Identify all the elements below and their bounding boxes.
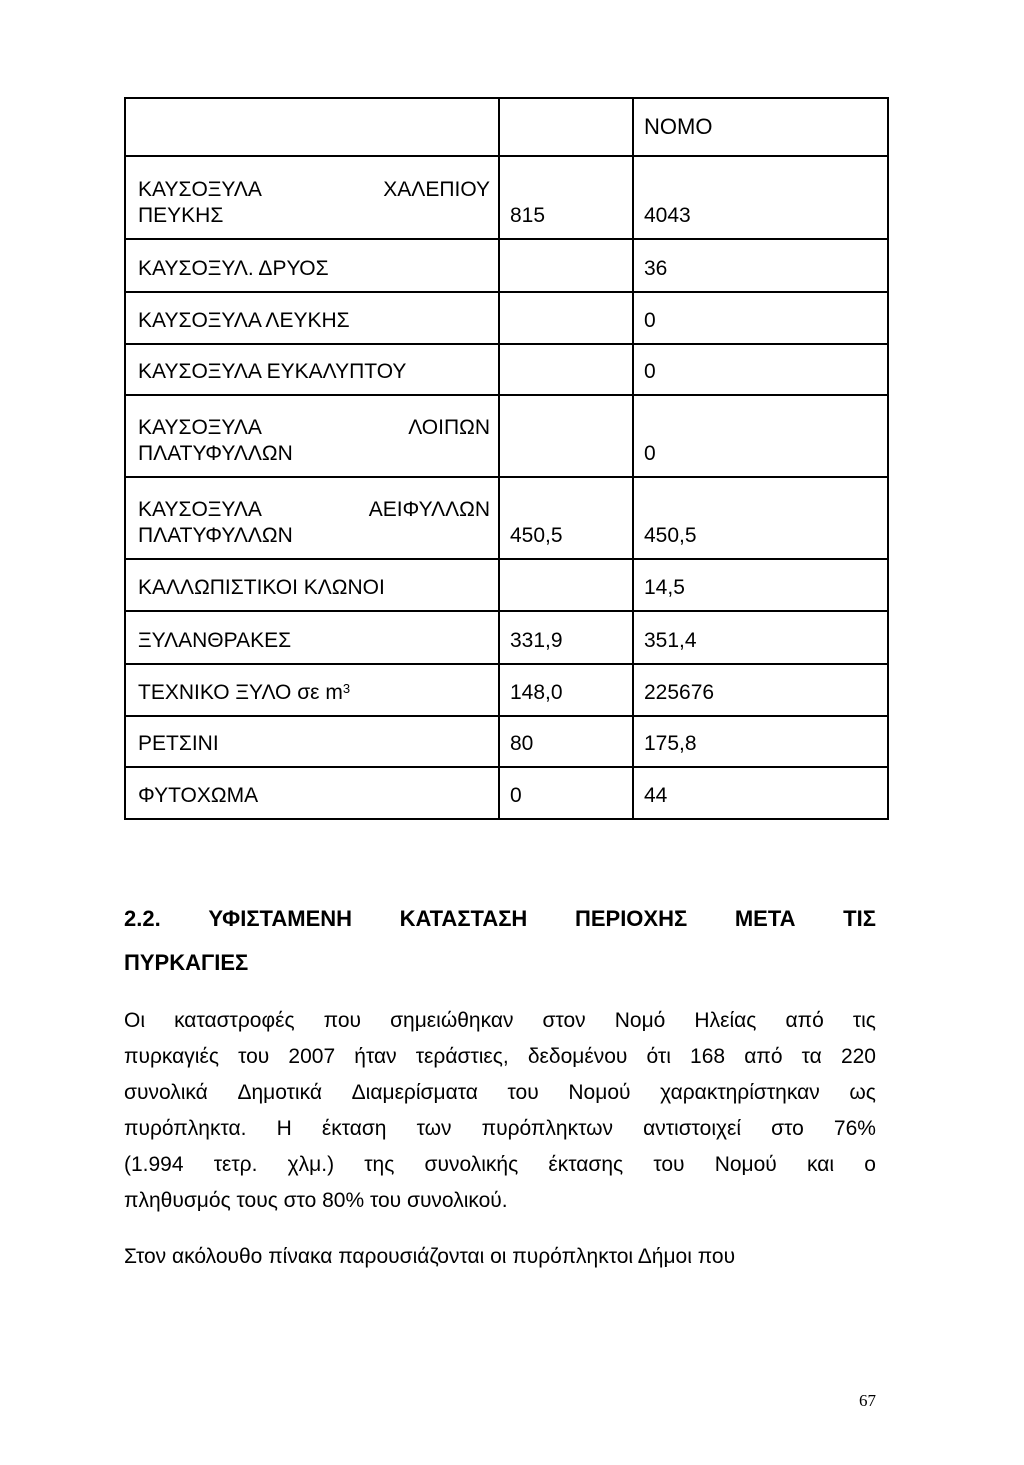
- paragraph-line: πυρόπληκτα. Η έκταση των πυρόπληκτων αντιστοιχεί στο 76%: [124, 1117, 876, 1140]
- row-label: [125, 477, 499, 559]
- row-value-2: 4043: [633, 156, 888, 239]
- page-number: 67: [859, 1391, 876, 1410]
- body-paragraph: [124, 1003, 876, 1275]
- heading-word: 2.2.: [124, 906, 161, 931]
- row-value-2: 450,5: [633, 477, 888, 559]
- row-label-text: ΤΕΧΝΙΚΟ ΞΥΛΟ σε m: [138, 681, 343, 704]
- row-label: [125, 395, 499, 477]
- paragraph-line: (1.994 τετρ. χλμ.) της συνολικής έκτασης του Νομού και ο: [124, 1153, 876, 1176]
- row-value-2: 44: [633, 767, 888, 819]
- row-label-line1: [138, 177, 490, 203]
- row-label: [125, 767, 499, 819]
- heading-word: ΚΑΤΑΣΤΑΣΗ: [399, 906, 528, 931]
- row-value-2: 0: [633, 292, 888, 344]
- section-heading-line2: ΠΥΡΚΑΓΙΕΣ: [124, 950, 249, 975]
- row-value-2: 0: [633, 395, 888, 477]
- row-value-1: 815: [499, 156, 633, 239]
- table-row: [125, 477, 888, 559]
- row-label-line1-left: ΚΑΥΣΟΞΥΛΑ: [138, 498, 262, 521]
- row-label-line2: ΠΛΑΤΥΦΥΛΛΩΝ: [138, 442, 293, 465]
- row-label-line2: ΠΛΑΤΥΦΥΛΛΩΝ: [138, 524, 293, 547]
- header-cell-nomos: ΝΟΜΟ: [633, 98, 888, 156]
- row-label: [125, 716, 499, 767]
- row-label-text: ΦΥΤΟΧΩΜΑ: [138, 784, 259, 807]
- row-value-1: 450,5: [499, 477, 633, 559]
- header-cell-value1: [499, 98, 633, 156]
- row-label: [125, 239, 499, 292]
- row-label-line1-left: ΚΑΥΣΟΞΥΛΑ: [138, 416, 262, 439]
- row-label-text: ΚΑΥΣΟΞΥΛΑ ΛΕΥΚΗΣ: [138, 309, 350, 332]
- row-label: [125, 292, 499, 344]
- paragraph-line: πληθυσμός τους στο 80% του συνολικού.: [124, 1189, 508, 1212]
- row-value-1: [499, 395, 633, 477]
- table-row: [125, 767, 888, 819]
- heading-word: ΠΕΡΙΟΧΗΣ: [574, 906, 688, 931]
- table-row: [125, 156, 888, 239]
- row-label-line1-right: ΧΑΛΕΠΙΟΥ: [383, 178, 490, 201]
- table-row: [125, 239, 888, 292]
- paragraph-line: συνολικά Δημοτικά Διαμερίσματα του Νομού χαρακτηρίστηκαν ως: [124, 1081, 876, 1104]
- header-cell-label: [125, 98, 499, 156]
- table-row: [125, 395, 888, 477]
- row-label-line2: ΠΕΥΚΗΣ: [138, 204, 224, 227]
- row-value-1: 148,0: [499, 664, 633, 716]
- paragraph-line: Οι καταστροφές που σημειώθηκαν στον Νομό Ηλείας από τις: [124, 1009, 876, 1032]
- table-row: [125, 611, 888, 664]
- row-label: [125, 611, 499, 664]
- table-row: [125, 292, 888, 344]
- table-row: [125, 716, 888, 767]
- row-label: [125, 664, 499, 716]
- row-value-1: 80: [499, 716, 633, 767]
- row-label: [125, 559, 499, 611]
- row-value-2: 36: [633, 239, 888, 292]
- section-heading-line1: [124, 897, 876, 941]
- section-heading: [124, 897, 876, 985]
- row-value-2: 175,8: [633, 716, 888, 767]
- paragraph-line: πυρκαγιές του 2007 ήταν τεράστιες, δεδομένου ότι 168 από τα 220: [124, 1045, 876, 1068]
- row-label: [125, 156, 499, 239]
- row-label-line1-right: ΛΟΙΠΩΝ: [408, 416, 490, 439]
- row-value-1: [499, 344, 633, 395]
- row-value-1: [499, 292, 633, 344]
- row-value-1: [499, 239, 633, 292]
- heading-word: ΜΕΤΑ: [734, 906, 796, 931]
- row-value-1: 331,9: [499, 611, 633, 664]
- row-label-text: ΚΑΥΣΟΞΥΛΑ ΕΥΚΑΛΥΠΤΟΥ: [138, 360, 407, 383]
- row-label-line1: [138, 497, 490, 523]
- row-label-superscript: 3: [342, 681, 351, 696]
- row-label-text: ΚΑΛΛΩΠΙΣΤΙΚΟΙ ΚΛΩΝΟΙ: [138, 576, 385, 599]
- row-label-text: ΞΥΛΑΝΘΡΑΚΕΣ: [138, 629, 292, 652]
- table-row: [125, 344, 888, 395]
- row-value-2: 225676: [633, 664, 888, 716]
- row-label-text: ΡΕΤΣΙΝΙ: [138, 732, 219, 755]
- table-row: [125, 664, 888, 716]
- heading-word: ΥΦΙΣΤΑΜΕΝΗ: [208, 906, 353, 931]
- row-value-2: 0: [633, 344, 888, 395]
- heading-word: ΤΙΣ: [843, 906, 876, 931]
- row-value-1: [499, 559, 633, 611]
- row-value-2: 14,5: [633, 559, 888, 611]
- row-label-line1: [138, 415, 490, 441]
- table-header-row: [125, 98, 888, 156]
- products-table: [124, 97, 889, 820]
- row-label: [125, 344, 499, 395]
- next-paragraph-line: Στον ακόλουθο πίνακα παρουσιάζονται οι πυρόπληκτοι Δήμοι που: [124, 1245, 736, 1268]
- row-label-text: ΚΑΥΣΟΞΥΛ. ΔΡΥΟΣ: [138, 257, 329, 280]
- row-value-2: 351,4: [633, 611, 888, 664]
- table-row: [125, 559, 888, 611]
- row-label-line1-left: ΚΑΥΣΟΞΥΛΑ: [138, 178, 262, 201]
- row-value-1: 0: [499, 767, 633, 819]
- row-label-line1-right: ΑΕΙΦΥΛΛΩΝ: [368, 498, 490, 521]
